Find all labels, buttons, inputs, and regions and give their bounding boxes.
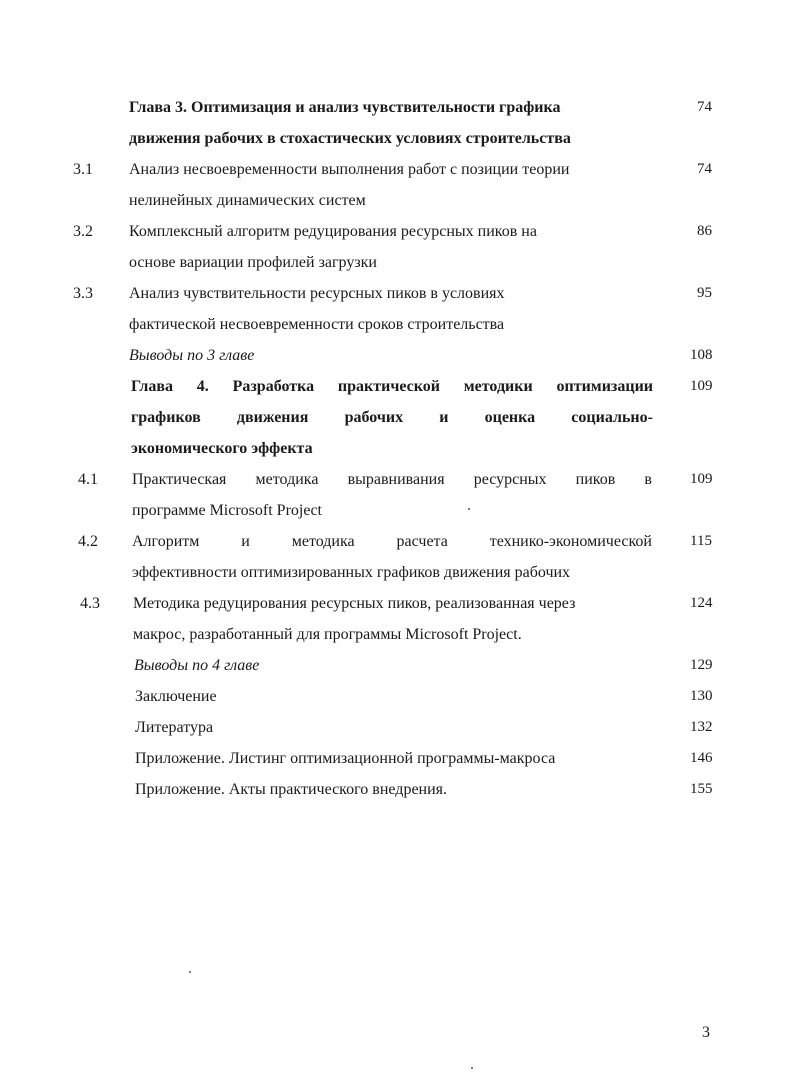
- word: движения: [236, 409, 309, 426]
- toc-entry-page: 155: [690, 781, 713, 797]
- word: графиков: [131, 409, 201, 426]
- word: пиков: [575, 471, 616, 488]
- toc-conclusions-4: [0, 650, 796, 681]
- toc-conclusion: [0, 681, 796, 712]
- scan-speck: [189, 971, 191, 973]
- word: и: [439, 409, 449, 426]
- toc-entry-title: Методика редуцирования ресурсных пиков, реализованная через: [133, 595, 576, 612]
- toc-entry-title: [132, 526, 652, 557]
- toc-entry-title-cont: фактической несвоевременности сроков строительства: [129, 316, 505, 333]
- page-number: 3: [702, 1024, 710, 1041]
- toc-entry-4-3-cont: [0, 619, 796, 650]
- toc-chapter-4-title-cont: [131, 402, 653, 433]
- toc-entry-number: 4.2: [78, 533, 98, 550]
- word: социально-: [571, 409, 653, 426]
- toc-entry-title: Приложение. Акты практического внедрения.: [135, 781, 448, 798]
- toc-entry-4-1: [0, 464, 796, 495]
- word: Разработка: [232, 378, 315, 395]
- toc-entry-title: Приложение. Листинг оптимизационной программы-макроса: [135, 750, 556, 767]
- word: Глава: [131, 378, 173, 395]
- toc-entry-3-2: [0, 216, 796, 247]
- toc-entry-4-2-cont: [0, 557, 796, 588]
- toc-chapter-3-line2: [0, 123, 796, 154]
- toc-chapter-3-title: Глава 3. Оптимизация и анализ чувствительности графика: [129, 99, 561, 116]
- word: технико-экономической: [489, 533, 652, 550]
- toc-entry-3-1-cont: [0, 185, 796, 216]
- toc-entry-page: 115: [690, 533, 712, 549]
- toc-entry-number: 3.1: [73, 161, 93, 178]
- toc-literature: [0, 712, 796, 743]
- word: выравнивания: [347, 471, 445, 488]
- word: методики: [463, 378, 533, 395]
- toc-chapter-4-line3: [0, 433, 796, 464]
- toc-entry-title-cont: программе Microsoft Project: [132, 502, 322, 519]
- toc-chapter-4-title-end: экономического эффекта: [131, 440, 313, 457]
- toc-entry-title: Литература: [135, 719, 214, 736]
- toc-entry-page: 74: [697, 161, 712, 177]
- toc-entry-page: 130: [690, 688, 713, 704]
- toc-conclusions-3: [0, 340, 796, 371]
- toc-entry-title-cont: основе вариации профилей загрузки: [129, 254, 377, 271]
- toc-entry-page: 124: [690, 595, 713, 611]
- toc-entry-title: [132, 464, 652, 495]
- toc-entry-title: Заключение: [135, 688, 217, 705]
- toc-chapter-4-line2: [0, 402, 796, 433]
- toc-conclusions-title: Выводы по 4 главе: [134, 657, 260, 674]
- toc-entry-4-3: [0, 588, 796, 619]
- toc-chapter-4-title: [131, 371, 653, 402]
- toc-entry-page: 95: [697, 285, 712, 301]
- scan-speck: [468, 508, 470, 510]
- word: рабочих: [344, 409, 404, 426]
- word: Алгоритм: [132, 533, 200, 550]
- word: Практическая: [132, 471, 227, 488]
- toc-chapter-3-line1: [0, 92, 796, 123]
- toc-chapter-3-title-cont: движения рабочих в стохастических условиях строительства: [129, 130, 571, 147]
- toc-entry-3-2-cont: [0, 247, 796, 278]
- toc-entry-title: Комплексный алгоритм редуцирования ресурсных пиков на: [129, 223, 537, 240]
- toc-conclusions-page: 108: [690, 347, 713, 363]
- scan-speck: [471, 1067, 473, 1069]
- word: и: [241, 533, 250, 550]
- toc-entry-page: 86: [697, 223, 712, 239]
- toc-entry-title-cont: нелинейных динамических систем: [129, 192, 366, 209]
- toc-entry-title-cont: эффективности оптимизированных графиков движения рабочих: [132, 564, 571, 581]
- toc-chapter-4-page: 109: [690, 378, 713, 394]
- word: в: [644, 471, 652, 488]
- toc-entry-title: Анализ чувствительности ресурсных пиков в условиях: [129, 285, 505, 302]
- toc-chapter-3-page: 74: [697, 99, 712, 115]
- word: оптимизации: [556, 378, 653, 395]
- toc-entry-number: 3.2: [73, 223, 93, 240]
- toc-entry-number: 4.3: [80, 595, 100, 612]
- toc-entry-page: 146: [690, 750, 713, 766]
- toc-entry-4-1-cont: [0, 495, 796, 526]
- word: расчета: [396, 533, 448, 550]
- toc-entry-title: Анализ несвоевременности выполнения работ с позиции теории: [129, 161, 570, 178]
- toc-entry-number: 3.3: [73, 285, 93, 302]
- word: ресурсных: [473, 471, 547, 488]
- toc-appendix-listing: [0, 743, 796, 774]
- toc-entry-title-cont: макрос, разработанный для программы Microsoft Project.: [133, 626, 522, 643]
- word: практической: [337, 378, 440, 395]
- toc-entry-3-1: [0, 154, 796, 185]
- toc-entry-number: 4.1: [78, 471, 98, 488]
- toc-conclusions-title: Выводы по 3 главе: [129, 347, 255, 364]
- toc-conclusions-page: 129: [690, 657, 713, 673]
- toc-chapter-4-line1: [0, 371, 796, 402]
- toc-entry-page: 132: [690, 719, 713, 735]
- word: оценка: [484, 409, 536, 426]
- toc-entry-page: 109: [690, 471, 713, 487]
- toc-entry-3-3-cont: [0, 309, 796, 340]
- toc-entry-3-3: [0, 278, 796, 309]
- word: 4.: [196, 378, 209, 395]
- word: методика: [291, 533, 355, 550]
- toc-entry-4-2: [0, 526, 796, 557]
- toc-appendix-acts: [0, 774, 796, 805]
- word: методика: [255, 471, 319, 488]
